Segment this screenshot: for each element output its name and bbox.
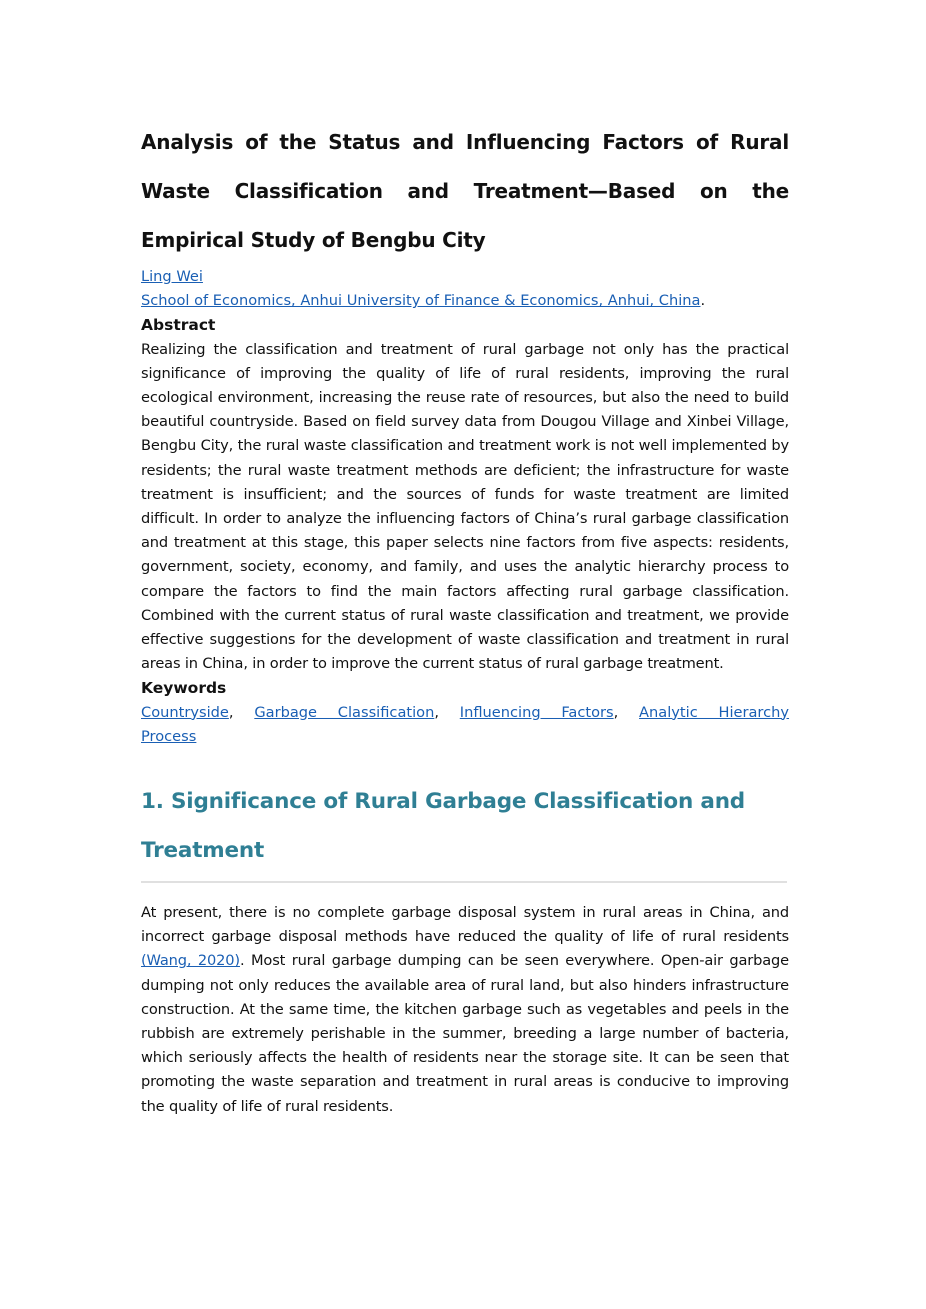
keywords-list (141, 701, 789, 749)
keyword-separator: , (434, 703, 439, 721)
keyword-link[interactable]: Countryside (141, 703, 229, 721)
author-line (141, 265, 789, 289)
citation-link[interactable]: (Wang, 2020) (141, 952, 240, 970)
author-link[interactable]: Ling Wei (141, 268, 203, 285)
keyword-separator: , (613, 703, 619, 721)
section-heading: 1. Significance of Rural Garbage Classification and Treatment (141, 789, 745, 864)
keyword-link[interactable]: Influencing Factors (459, 703, 614, 721)
paper-page (141, 118, 789, 1119)
affiliation-suffix: . (700, 292, 706, 310)
keyword-separator: , (228, 703, 234, 721)
affiliation-line (141, 289, 789, 313)
keyword-link[interactable]: Analytic Hierarchy Process (141, 703, 790, 745)
abstract-label: Abstract (141, 316, 216, 335)
paragraph-text: . Most rural garbage dumping can be seen everywhere. Open-air garbage dumping not only reduces the available area of rural land, but also hinders infrastructure construction. At the same time, the kitchen garbage such as vegetables and peels in the rubbish are extremely perishable in the summer, breeding a large number of bacteria, which seriously affects the health of residents near the storage site. It can be seen that promoting the waste separation and treatment in rural areas is conducive to improving the quality of life of rural residents. (141, 952, 789, 1115)
paper-title: Analysis of the Status and Influencing Factors of Rural Waste Classification and Treatment—Based on the Empirical Study of Bengbu City (141, 130, 789, 252)
keywords-label: Keywords (141, 679, 227, 698)
abstract-text: Realizing the classification and treatment of rural garbage not only has the practical significance of improving the quality of life of rural residents, improving the rural ecological environment, increasing the reuse rate of resources, but also the need to build beautiful countryside. Based on field survey data from Dougou Village and Xinbei Village, Bengbu City, the rural waste classification and treatment work is not well implemented by residents; the rural waste treatment methods are deficient; the infrastructure for waste treatment is insufficient; and the sources of funds for waste treatment are limited difficult. In order to analyze the influencing factors of China’s rural garbage classification and treatment at this stage, this paper selects nine factors from five aspects: residents, government, society, economy, and family, and uses the analytic hierarchy process to compare the factors to find the main factors affecting rural garbage classification. Combined with the current status of rural waste classification and treatment, we provide effective suggestions for the development of waste classification and treatment in rural areas in China, in order to improve the current status of rural garbage treatment. (141, 340, 789, 673)
section-paragraph (141, 901, 789, 1119)
affiliation-link[interactable]: School of Economics, Anhui University of Finance & Economics, Anhui, China (141, 292, 701, 310)
keyword-link[interactable]: Garbage Classification (254, 703, 435, 721)
paragraph-text: At present, there is no complete garbage disposal system in rural areas in China, and incorrect garbage disposal methods have reduced the quality of life of rural residents (141, 904, 789, 946)
section-divider (141, 881, 787, 883)
